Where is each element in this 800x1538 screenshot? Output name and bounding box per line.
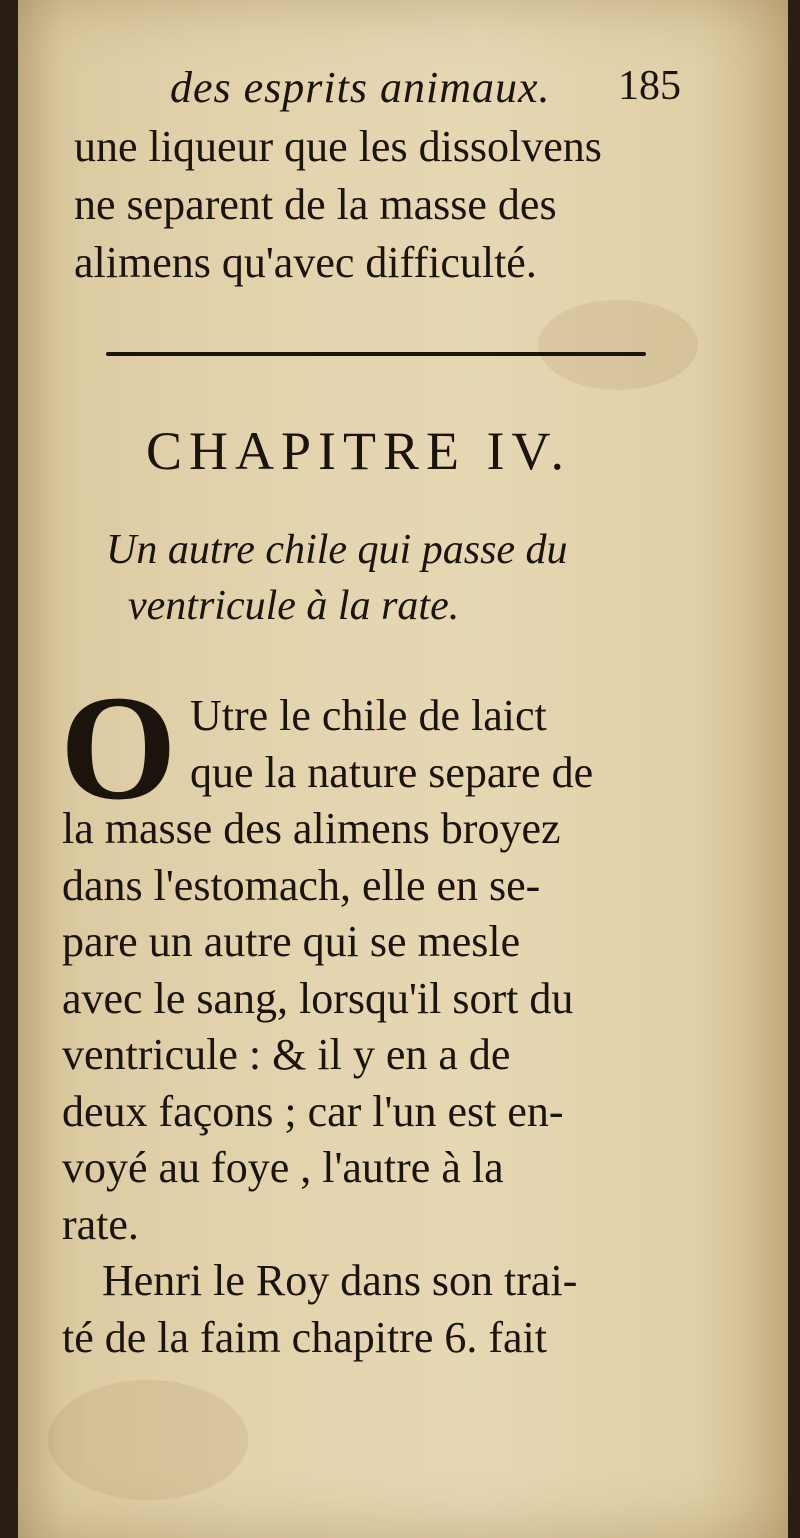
text-line: voyé au foye , l'autre à la: [62, 1143, 504, 1192]
drop-cap: O: [60, 665, 177, 831]
page-stain: [538, 300, 698, 390]
text-line: deux façons ; car l'un est en-: [62, 1086, 564, 1136]
text-line: té de la faim chapitre 6. fait: [62, 1312, 547, 1362]
text-line: Henri le Roy dans son trai-: [102, 1256, 578, 1305]
text-line: la masse des alimens broyez: [62, 804, 561, 853]
book-page: [18, 0, 788, 1538]
text-line: que la nature separe de: [190, 747, 594, 797]
text-line: alimens qu'avec difficulté.: [74, 238, 537, 287]
divider-rule: [106, 352, 646, 356]
subtitle-line: ventricule à la rate.: [128, 583, 460, 629]
text-line: une liqueur que les dissolvens: [74, 122, 602, 171]
page-number: 185: [618, 63, 681, 109]
running-head: des esprits animaux.: [170, 63, 551, 112]
text-line: avec le sang, lorsqu'il sort du: [62, 973, 574, 1023]
text-line: Utre le chile de laict: [190, 691, 547, 740]
chapter-title: CHAPITRE IV.: [146, 421, 572, 481]
page-stain: [48, 1380, 248, 1500]
text-line: ventricule : & il y en a de: [62, 1030, 511, 1079]
text-line: rate.: [62, 1199, 139, 1249]
text-line: pare un autre qui se mesle: [62, 917, 521, 966]
subtitle-line: Un autre chile qui passe du: [106, 527, 568, 573]
text-line: ne separent de la masse des: [74, 180, 557, 229]
body-paragraph: [60, 665, 702, 1366]
page-header: [18, 62, 788, 122]
intro-paragraph: [74, 118, 704, 292]
text-line: dans l'estomach, elle en se-: [62, 860, 541, 910]
chapter-subtitle: [106, 522, 726, 634]
